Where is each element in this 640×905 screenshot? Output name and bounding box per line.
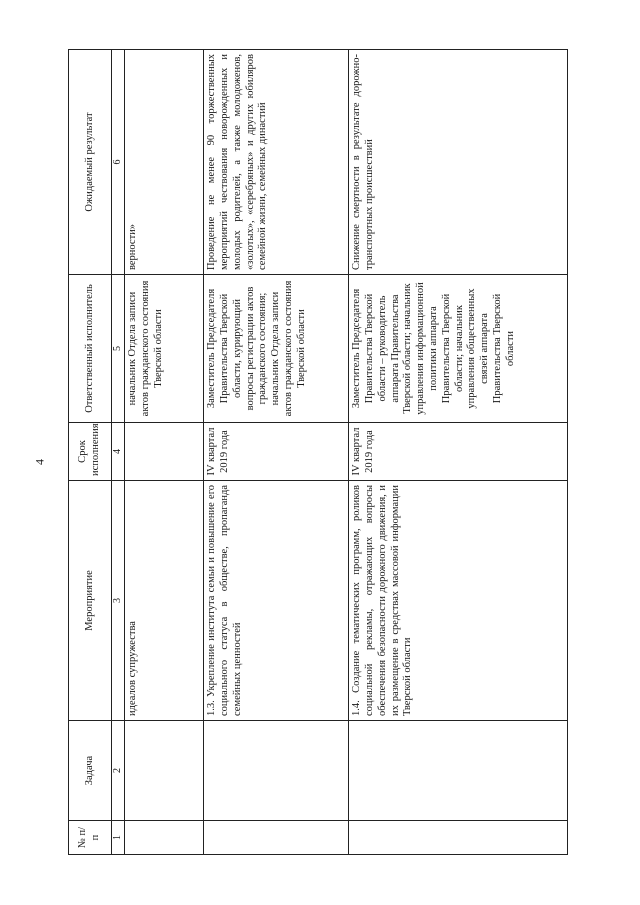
table-row: [349, 50, 568, 855]
task-cell: [204, 721, 349, 821]
column-number: 3: [112, 481, 125, 721]
result-cell: Проведение не менее 90 торжественных мероприятий чествования новорожденных и молодых родителей, а также молодоженов, «золотых», «серебряных» и других юбиляров семейной жизни, семейных династий: [204, 50, 349, 275]
responsible-cell: Заместитель Председателя Правительства Тверской области, курирующий вопросы регистрации актов гражданского состояния; начальник Отдела записи актов гражданского состояния Тверской области: [204, 275, 349, 423]
header-deadline: Срок исполнения: [69, 423, 112, 481]
row-number-cell: [349, 821, 568, 855]
measure-cell: 1.3. Укрепление института семьи и повышение его социального статуса в обществе, пропаганда семейных ценностей: [204, 481, 349, 721]
row-number-cell: [204, 821, 349, 855]
measure-cell: идеалов супружества: [125, 481, 204, 721]
column-number-row: [112, 50, 125, 855]
measure-cell: 1.4. Создание тематических программ, роликов социальной рекламы, отражающих вопросы обеспечения безопасности дорожного движения, и их размещение в средствах массовой информации Тверской области: [349, 481, 568, 721]
header-row: [69, 50, 112, 855]
header-task: Задача: [69, 721, 112, 821]
deadline-cell: [125, 423, 204, 481]
rotated-page-content: [68, 50, 638, 855]
plan-table: [68, 49, 568, 855]
table-row: [125, 50, 204, 855]
header-number: № п/п: [69, 821, 112, 855]
column-number: 1: [112, 821, 125, 855]
column-number: 5: [112, 275, 125, 423]
responsible-cell: Заместитель Председателя Правительства Тверской области – руководитель аппарата Правительства Тверской области; начальник управления информационной политики аппарата Правительства Тверской области; начальник управления общественных связей аппарата Правительства Тверской области: [349, 275, 568, 423]
responsible-cell: начальник Отдела записи актов гражданского состояния Тверской области: [125, 275, 204, 423]
task-cell: [125, 721, 204, 821]
column-number: 2: [112, 721, 125, 821]
deadline-cell: IV квартал 2019 года: [204, 423, 349, 481]
column-number: 6: [112, 50, 125, 275]
result-cell: верности»: [125, 50, 204, 275]
row-number-cell: [125, 821, 204, 855]
deadline-cell: IV квартал 2019 года: [349, 423, 568, 481]
header-responsible: Ответственный исполнитель: [69, 275, 112, 423]
header-result: Ожидаемый результат: [69, 50, 112, 275]
task-cell: [349, 721, 568, 821]
column-number: 4: [112, 423, 125, 481]
header-measure: Мероприятие: [69, 481, 112, 721]
result-cell: Снижение смертности в результате дорожно-транспортных происшествий: [349, 50, 568, 275]
page-number: 4: [32, 459, 47, 465]
table-row: [204, 50, 349, 855]
